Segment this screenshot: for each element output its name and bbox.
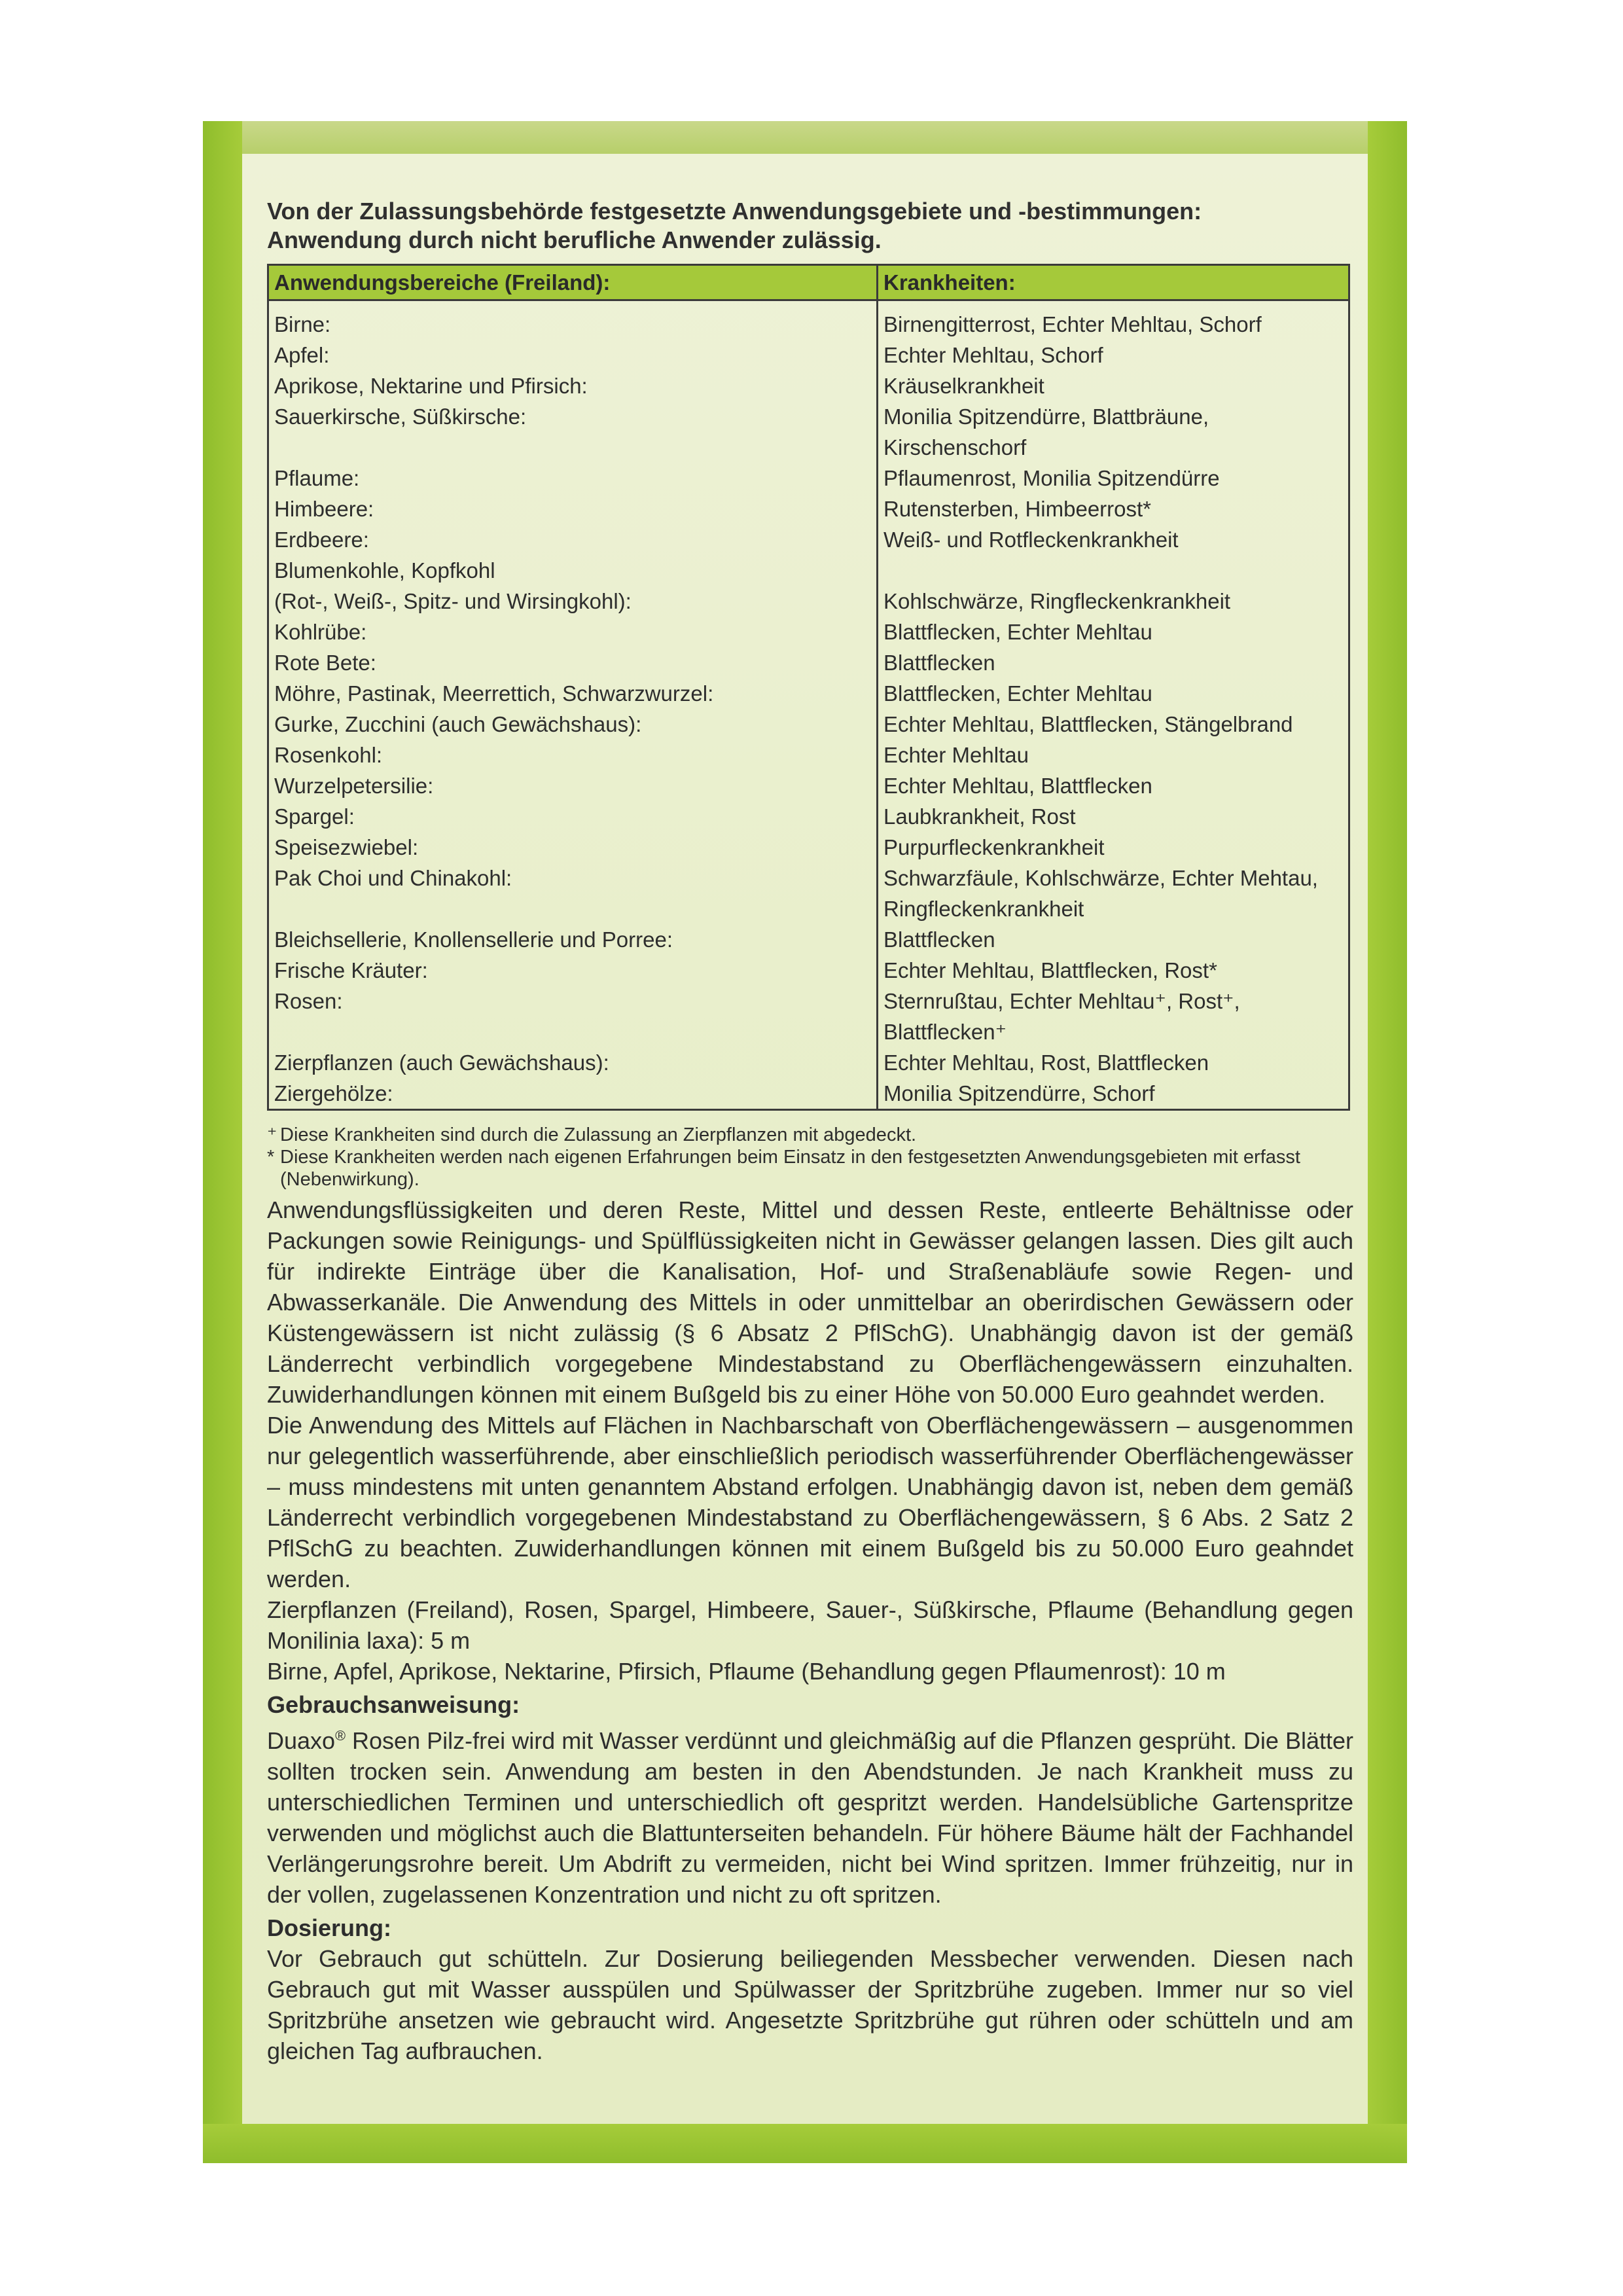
application-area-line: Frische Kräuter:	[274, 958, 428, 982]
application-area-line: Wurzelpetersilie:	[274, 774, 434, 798]
brand-name: Duaxo	[267, 1727, 336, 1754]
application-area-line: Pak Choi und Chinakohl:	[274, 866, 512, 890]
application-area-line: (Rot-, Weiß-, Spitz- und Wirsingkohl):	[274, 589, 632, 613]
application-area-line: Zierpflanzen (auch Gewächshaus):	[274, 1050, 609, 1075]
footnote-plus	[267, 1124, 1353, 1146]
application-area-line: Möhre, Pastinak, Meerrettich, Schwarzwurzel:	[274, 681, 714, 706]
dosage-title: Dosierung:	[267, 1914, 392, 1941]
application-area-line	[274, 432, 871, 463]
disease-line: Laubkrankheit, Rost	[883, 804, 1076, 829]
application-area-line: Ziergehölze:	[274, 1081, 393, 1105]
application-area-line: Himbeere:	[274, 497, 374, 521]
footnote-plus-text: Diese Krankheiten sind durch die Zulassung an Zierpflanzen mit abgedeckt.	[280, 1124, 917, 1145]
disease-line: Blattflecken, Echter Mehltau	[883, 681, 1152, 706]
application-area-line: Rote Bete:	[274, 651, 376, 675]
paragraph-4: Birne, Apfel, Aprikose, Nektarine, Pfirsich, Pflaume (Behandlung gegen Pflaumenrost): 10 m	[267, 1658, 1226, 1685]
footnote-star	[267, 1146, 1353, 1191]
disease-line: Ringfleckenkrankheit	[883, 897, 1084, 921]
disease-line: Kräuselkrankheit	[883, 374, 1044, 398]
application-area-line: Bleichsellerie, Knollensellerie und Porree:	[274, 927, 673, 952]
application-area-line: Speisezwiebel:	[274, 835, 419, 859]
disease-line: Sternrußtau, Echter Mehltau⁺, Rost⁺,	[883, 989, 1240, 1013]
paragraph-2: Die Anwendung des Mittels auf Flächen in Nachbarschaft von Oberflächengewässern – ausgenommen nur gelegentlich wasserführende, aber einschließlich periodisch wasserführender Oberflächengewässer – muss mindestens mit unten genanntem Abstand erfolgen. Unabhängig davon ist, neben dem gemäß Länderrecht verbindlich vorgegebenen Mindestabstand zu Oberflächengewässern, § 6 Abs. 2 Satz 2 PflSchG zu beachten. Zuwiderhandlungen können mit einem Bußgeld bis zu 50.000 Euro geahndet werden.	[267, 1412, 1353, 1592]
application-area-line: Birne:	[274, 312, 331, 336]
dosage-body: Vor Gebrauch gut schütteln. Zur Dosierung beiliegenden Messbecher verwenden. Diesen nach Gebrauch gut mit Wasser ausspülen und Spülwasser der Spritzbrühe zugeben. Immer nur so viel Spritzbrühe ansetzen wie gebraucht wird. Angesetzte Spritzbrühe gut rühren oder schütteln und am gleichen Tag aufbrauchen.	[267, 1945, 1353, 2064]
disease-line: Echter Mehltau, Blattflecken, Stängelbrand	[883, 712, 1293, 736]
box-top-flap	[203, 121, 1407, 154]
usage-text	[267, 1720, 1353, 1910]
disease-line: Echter Mehltau, Rost, Blattflecken	[883, 1050, 1209, 1075]
disease-line: Echter Mehltau, Blattflecken	[883, 774, 1152, 798]
application-area-line: Rosenkohl:	[274, 743, 383, 767]
application-area-line	[274, 893, 871, 924]
box-bottom-edge	[203, 2124, 1407, 2163]
disease-line: Birnengitterrost, Echter Mehltau, Schorf	[883, 312, 1262, 336]
footnote-star-symbol: *	[267, 1147, 275, 1168]
diseases-column	[878, 300, 1349, 1110]
usage-title: Gebrauchsanweisung:	[267, 1691, 520, 1718]
disease-line: Echter Mehltau	[883, 743, 1029, 767]
application-area-line: Erdbeere:	[274, 528, 369, 552]
approval-heading	[267, 197, 1353, 255]
header-diseases: Krankheiten:	[878, 265, 1349, 300]
disease-line: Kirschenschorf	[883, 435, 1027, 459]
disease-line: Echter Mehltau, Blattflecken, Rost*	[883, 958, 1217, 982]
disease-line: Purpurfleckenkrankheit	[883, 835, 1105, 859]
disease-line: Weiß- und Rotfleckenkrankheit	[883, 528, 1179, 552]
header-application-areas: Anwendungsbereiche (Freiland):	[268, 265, 878, 300]
package-box	[203, 121, 1407, 2163]
disease-line: Echter Mehltau, Schorf	[883, 343, 1103, 367]
disease-line: Rutensterben, Himbeerrost*	[883, 497, 1152, 521]
label-panel	[242, 154, 1368, 2124]
application-area-line: Spargel:	[274, 804, 355, 829]
disease-line: Monilia Spitzendürre, Blattbräune,	[883, 404, 1209, 429]
disease-line: Blattflecken, Echter Mehltau	[883, 620, 1152, 644]
disease-line: Kohlschwärze, Ringfleckenkrankheit	[883, 589, 1231, 613]
application-area-line: Kohlrübe:	[274, 620, 367, 644]
footnote-plus-symbol: ⁺	[267, 1124, 277, 1145]
disease-line: Blattflecken	[883, 651, 995, 675]
application-area-line	[274, 1016, 871, 1047]
application-area-line: Rosen:	[274, 989, 343, 1013]
table-header-row	[268, 265, 1349, 300]
application-areas-column	[268, 300, 878, 1110]
dosage-text	[267, 1943, 1353, 2066]
application-area-line: Gurke, Zucchini (auch Gewächshaus):	[274, 712, 642, 736]
disease-line: Blattflecken	[883, 927, 995, 952]
disease-line: Blattflecken⁺	[883, 1020, 1007, 1044]
disease-line: Schwarzfäule, Kohlschwärze, Echter Mehtau,	[883, 866, 1318, 890]
footnote-star-text: Diese Krankheiten werden nach eigenen Erfahrungen beim Einsatz in den festgesetzten Anwendungsgebieten mit erfasst (Nebenwirkung).	[280, 1147, 1300, 1190]
heading-line-1: Von der Zulassungsbehörde festgesetzte Anwendungsgebiete und -bestimmungen:	[267, 198, 1202, 224]
application-area-line: Pflaume:	[274, 466, 360, 490]
application-area-line: Aprikose, Nektarine und Pfirsich:	[274, 374, 588, 398]
disease-line	[883, 555, 1343, 586]
disease-line: Pflaumenrost, Monilia Spitzendürre	[883, 466, 1220, 490]
footnotes	[267, 1124, 1353, 1191]
paragraph-3: Zierpflanzen (Freiland), Rosen, Spargel, Himbeere, Sauer-, Süßkirsche, Pflaume (Behandlung gegen Monilinia laxa): 5 m	[267, 1596, 1353, 1654]
registered-mark: ®	[335, 1727, 346, 1744]
application-area-line: Sauerkirsche, Süßkirsche:	[274, 404, 527, 429]
application-table	[267, 264, 1350, 1111]
label-content	[267, 197, 1353, 2066]
water-protection-text	[267, 1194, 1353, 1687]
table-body-row	[268, 300, 1349, 1110]
paragraph-1: Anwendungsflüssigkeiten und deren Reste, Mittel und dessen Reste, entleerte Behältnisse oder Packungen sowie Reinigungs- und Spülflüssigkeiten nicht in Gewässer gelangen lassen. Dies gilt auch für indirekte Einträge über die Kanalisation, Hof- und Straßenabläufe sowie Regen- und Abwasserkanäle. Die Anwendung des Mittels in oder unmittelbar an oberirdischen Gewässern oder Küstengewässern ist nicht zulässig (§ 6 Absatz 2 PflSchG). Unabhängig davon ist der gemäß Länderrecht verbindlich vorgegebene Mindestabstand zu Oberflächengewässern einzuhalten. Zuwiderhandlungen können mit einem Bußgeld bis zu einer Höhe von 50.000 Euro geahndet werden.	[267, 1196, 1353, 1408]
box-right-edge	[1368, 121, 1407, 2163]
application-area-line: Apfel:	[274, 343, 330, 367]
box-left-edge	[203, 121, 242, 2163]
usage-body: Rosen Pilz-frei wird mit Wasser verdünnt und gleichmäßig auf die Pflanzen gesprüht. Die Blätter sollten trocken sein. Anwendung am besten in den Abendstunden. Je nach Krankheit muss zu unterschiedlichen Terminen und unterschiedlich oft gespritzt werden. Handelsübliche Gartenspritze verwenden und möglichst auch die Blattunterseiten behandeln. Für höhere Bäume hält der Fachhandel Verlängerungsrohre bereit. Um Abdrift zu vermeiden, nicht bei Wind spritzen. Immer frühzeitig, nur in der vollen, zugelassenen Konzentration und nicht zu oft spritzen.	[267, 1727, 1353, 1908]
disease-line: Monilia Spitzendürre, Schorf	[883, 1081, 1155, 1105]
heading-line-2: Anwendung durch nicht berufliche Anwender zulässig.	[267, 226, 882, 253]
application-area-line: Blumenkohle, Kopfkohl	[274, 558, 495, 583]
